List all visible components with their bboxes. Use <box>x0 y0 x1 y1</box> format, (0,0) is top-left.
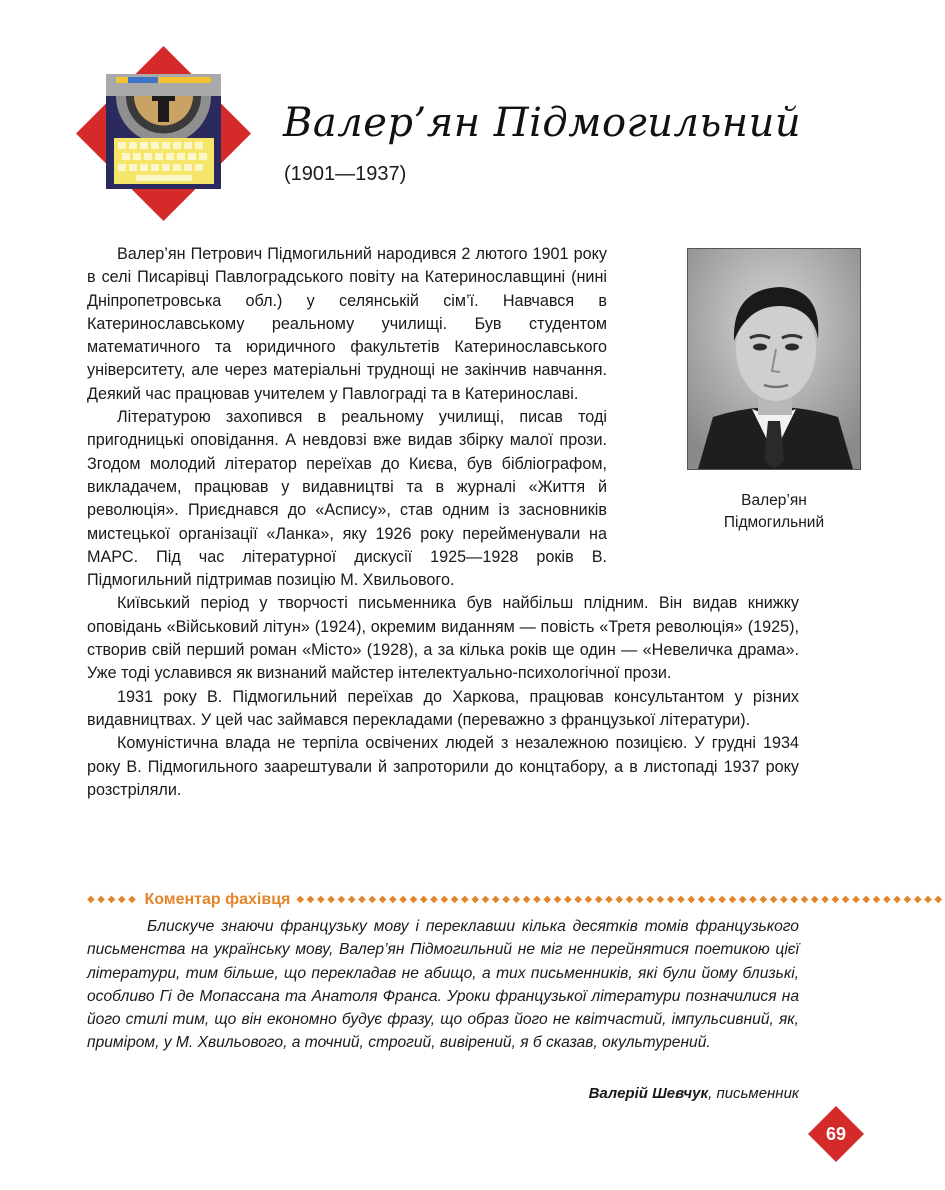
paragraph: Київський період у творчості письменника був найбільш плідним. Він видав книжку оповідань «Військовий літун» (1924), окремим виданням — повість «Третя революція» (1925), створив свій перший роман «Місто» (1928), а за кілька років ще один — «Невеличка драма». Уже тоді уславився як визнаний майстер інтелектуально-психологічної прози. <box>87 594 799 683</box>
commentary-heading: Коментар фахівця <box>144 891 291 908</box>
page-title: Валер’ян Підмогильний <box>283 100 802 146</box>
paragraph: Літературою захопився в реальному училищі, писав тоді пригодницькі оповідання. А невдовзі вже видав збірку малої прози. Згодом молодий літератор переїхав до Києва, був бібліографом, викладачем, працював у видавництві та в журналі «Життя й революція». Приєднався до «Аспису», став одним із засновників мистецької організації «Ланка», яку 1926 року перейменували на МАРС. Під час літературної дискусії 1925—1928 років В. Підмогильний підтримав позицію М. Хвильового. <box>87 408 607 590</box>
paragraph: Комуністична влада не терпіла освічених людей з незалежною позицією. У грудні 1934 року В. Підмогильного заарештували й запроторили до концтабору, а в листопаді 1937 року розстріляли. <box>87 734 799 799</box>
page-number: 69 <box>825 1124 847 1144</box>
decorative-dots: ◆◆◆◆◆ <box>87 894 139 905</box>
author-role: , письменник <box>708 1085 799 1102</box>
typewriter-icon <box>76 46 251 221</box>
commentary-divider <box>87 889 945 911</box>
decorative-dots: ◆◆◆◆◆◆◆◆◆◆◆◆◆◆◆◆◆◆◆◆◆◆◆◆◆◆◆◆◆◆◆◆◆◆◆◆◆◆◆◆◆◆◆◆◆◆◆◆◆◆◆◆◆◆◆◆◆◆◆◆◆◆◆ <box>296 894 945 905</box>
author-name: Валерій Шевчук <box>588 1085 709 1102</box>
portrait-caption: Валер’ян Підмогильний <box>723 492 825 531</box>
paragraph: 1931 року В. Підмогильний переїхав до Харкова, працював консультантом у різних видавництвах. У цей час займався перекладами (переважно з французької літератури). <box>87 687 799 729</box>
commentary-signature <box>589 1085 799 1102</box>
life-years: (1901—1937) <box>284 163 407 185</box>
commentary-text: Блискуче знаючи французьку мову і переклавши кілька десятків томів французького письменства на українську мову, Валер’ян Підмогильний не міг не перейнятися поетикою цієї літератури, тим більше, що перекладав не абищо, а тих письменників, які були йому близькі, особливо Гі де Мопассана та Анатоля Франса. Уроки французької літератури позначилися на його стилі тим, що він економно будує фразу, що образ його не квітчастий, імпульсивний, як, приміром, у М. Хвильового, а точний, строгий, вивірений, я б сказав, окультурений. <box>87 918 799 1052</box>
paragraph: Валер’ян Петрович Підмогильний народився 2 лютого 1901 року в селі Писарівці Павлоградського повіту на Катеринославщині (нині Дніпропетровська обл.) у селянській сім’ї. Навчався в Катеринославському реальному училищі. Був студентом математичного та юридичного факультетів Катеринославського університету, але через матеріальні труднощі не закінчив навчання. Деякий час працював учителем у Павлограді та в Катеринославі. <box>87 245 607 403</box>
biography-text <box>87 243 799 802</box>
